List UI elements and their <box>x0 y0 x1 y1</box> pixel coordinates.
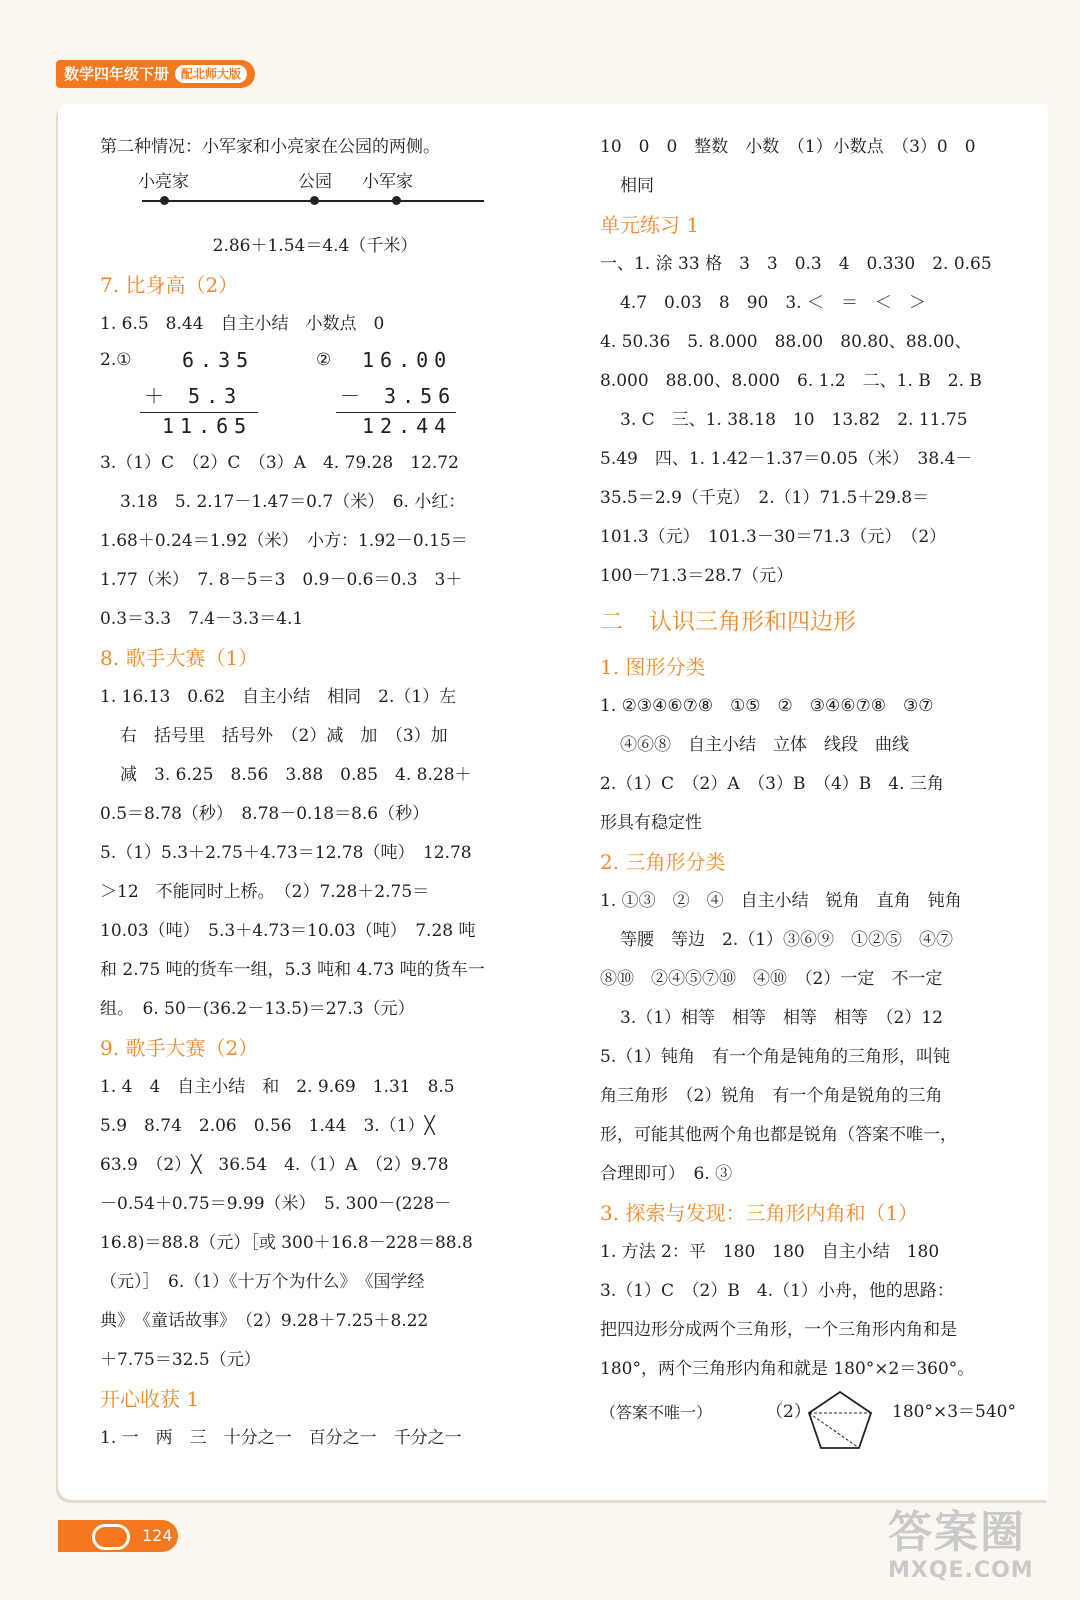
answer-line: ＋7.75＝32.5（元） <box>100 1350 261 1370</box>
answer-part-label: （2） <box>766 1402 811 1422</box>
pentagon-diagonal <box>809 1413 859 1448</box>
calc-rule <box>140 412 258 413</box>
answer-line: 5.9 8.74 2.06 0.56 1.44 3.（1）╳ <box>100 1116 435 1136</box>
calc-addend-bottom: ＋ 5.3 <box>144 384 243 408</box>
calc-label: ② <box>316 350 332 370</box>
watermark-url: MXQE.COM <box>888 1558 1034 1583</box>
answer-line: 1. 4 4 自主小结 和 2. 9.69 1.31 8.5 <box>100 1077 455 1097</box>
answer-line: 1. ②③④⑥⑦⑧ ①⑤ ② ③④⑥⑦⑧ ③⑦ <box>600 696 934 716</box>
book-title: 数学四年级下册 <box>64 65 170 83</box>
answer-line: 组。 6. 50－(36.2－13.5)＝27.3（元） <box>100 999 415 1019</box>
number-line-label-b: 公园 <box>298 172 332 192</box>
answer-line: 10 0 0 整数 小数 （1）小数点 （3）0 0 <box>600 137 976 157</box>
answer-line: 1. 方法 2：平 180 180 自主小结 180 <box>600 1242 940 1262</box>
answer-line: 63.9 （2）╳ 36.54 4.（1）A （2）9.78 <box>100 1155 449 1175</box>
calc-sum: 11.65 <box>162 414 253 438</box>
calc-minuend: 16.00 <box>362 348 453 372</box>
number-line-label-c: 小军家 <box>362 172 413 192</box>
answer-line: 100－71.3＝28.7（元） <box>600 566 794 586</box>
answer-line: 第二种情况：小军家和小亮家在公园的两侧。 <box>100 137 440 157</box>
answer-line: 5.49 四、1. 1.42－1.37＝0.05（米） 38.4－ <box>600 449 973 469</box>
section-heading: 单元练习 1 <box>600 213 700 237</box>
chapter-heading <box>600 596 1040 648</box>
answer-line: 16.8)＝88.8（元）［或 300＋16.8－228＝88.8 <box>100 1233 473 1253</box>
section-heading: 9. 歌手大赛（2） <box>100 1036 259 1060</box>
answer-line: 1.68＋0.24＝1.92（米） 小方：1.92－0.15＝ <box>100 531 468 551</box>
number-line-point <box>392 196 401 205</box>
calc-addend-top: 6.35 <box>182 348 255 372</box>
right-column <box>600 128 1040 1449</box>
page-number: 124 <box>142 1526 173 1545</box>
answer-line: －0.54＋0.75＝9.99（米） 5. 300－(228－ <box>100 1194 452 1214</box>
book-title-tab <box>56 60 255 88</box>
answer-line: 0.3＝3.3 7.4－3.3＝4.1 <box>100 609 304 629</box>
answer-line: 10.03（吨） 5.3＋4.73＝10.03（吨） 7.28 吨 <box>100 921 476 941</box>
answer-line: 典》 《童话故事》 （2）9.28＋7.25＋8.22 <box>100 1311 429 1331</box>
answer-line: 35.5＝2.9（千克） 2.（1）71.5＋29.8＝ <box>600 488 930 508</box>
answer-line: 1. ①③ ② ④ 自主小结 锐角 直角 钝角 <box>600 891 962 911</box>
answer-line: 1.77（米） 7. 8－5＝3 0.9－0.6＝0.3 3＋ <box>100 570 463 590</box>
section-heading: 8. 歌手大赛（1） <box>100 646 259 670</box>
answer-line: 形，可能其他两个角也都是锐角（答案不唯一， <box>600 1125 957 1145</box>
answer-note: （答案不唯一） <box>600 1403 713 1422</box>
number-line-point <box>160 196 169 205</box>
answer-line: 相同 <box>620 176 654 196</box>
answer-line: （元）］ 6.（1）《十万个为什么》 《国学经 <box>100 1272 425 1292</box>
section-heading: 3. 探索与发现：三角形内角和（1） <box>600 1201 919 1225</box>
answer-line: ④⑥⑧ 自主小结 立体 线段 曲线 <box>620 735 909 755</box>
pentagon-answer-line <box>600 1389 1040 1449</box>
answer-line: 一、1. 涂 33 格 3 3 0.3 4 0.330 2. 0.65 <box>600 254 992 274</box>
answer-line: 2.86＋1.54＝4.4（千米） <box>212 236 418 256</box>
answer-line: 180°，两个三角形内角和就是 180°×2＝360°。 <box>600 1359 975 1379</box>
calc-subtrahend: － 3.56 <box>340 384 457 408</box>
answer-line: 3.18 5. 2.17－1.47＝0.7（米） 6. 小红： <box>120 492 466 512</box>
answer-line: 180°×3＝540° <box>892 1402 1016 1422</box>
answer-line: 4. 50.36 5. 8.000 88.00 80.80、88.00、 <box>600 332 972 352</box>
answer-line: 角三角形 （2）锐角 有一个角是锐角的三角 <box>600 1086 943 1106</box>
answer-line: 8.000 88.00、8.000 6. 1.2 二、1. B 2. B <box>600 371 982 391</box>
number-line-point <box>310 196 319 205</box>
section-heading: 2. 三角形分类 <box>600 850 726 874</box>
calc-difference: 12.44 <box>362 414 453 438</box>
calc-label: 2.① <box>100 350 132 370</box>
pentagon-figure <box>806 1389 874 1451</box>
answer-line: 1. 16.13 0.62 自主小结 相同 2.（1）左 <box>100 687 457 707</box>
watermark <box>888 1508 1058 1588</box>
answer-line: 1. 6.5 8.44 自主小结 小数点 0 <box>100 314 385 334</box>
page-number-tab <box>58 1520 178 1552</box>
answer-line: 等腰 等边 2.（1）③⑥⑨ ①②⑤ ④⑦ <box>620 930 954 950</box>
answer-line: 右 括号里 括号外 （2）减 加 （3）加 <box>120 726 448 746</box>
answer-line: 101.3（元） 101.3－30＝71.3（元） （2） <box>600 527 947 547</box>
answer-line: 3.（1）C （2）B 4.（1）小舟，他的思路： <box>600 1281 954 1301</box>
answer-line: 减 3. 6.25 8.56 3.88 0.85 4. 8.28＋ <box>120 765 472 785</box>
answer-line: 1. 一 两 三 十分之一 百分之一 千分之一 <box>100 1428 462 1448</box>
calc-rule <box>336 412 456 413</box>
vertical-calculation <box>100 344 530 444</box>
section-heading: 7. 比身高（2） <box>100 273 239 297</box>
answer-line: ＞12 不能同时上桥。 （2）7.28＋2.75＝ <box>100 882 430 902</box>
edition-badge: 配北师大版 <box>175 65 247 83</box>
number-line <box>100 167 530 227</box>
ring-icon <box>92 1524 130 1550</box>
number-line-label-a: 小亮家 <box>138 172 189 192</box>
answer-line: 0.5＝8.78（秒） 8.78－0.18＝8.6（秒） <box>100 804 430 824</box>
answer-line: 5.（1）5.3＋2.75＋4.73＝12.78（吨） 12.78 <box>100 843 472 863</box>
watermark-text: 答案圈 <box>888 1507 1026 1558</box>
answer-line: 3.（1）相等 相等 相等 相等 （2）12 <box>620 1008 943 1028</box>
section-heading: 1. 图形分类 <box>600 655 706 679</box>
answer-line: 4.7 0.03 8 90 3. ＜ ＝ ＜ ＞ <box>620 293 926 313</box>
section-heading: 开心收获 1 <box>100 1387 200 1411</box>
answer-line: 3.（1）C （2）C （3）A 4. 79.28 12.72 <box>100 453 459 473</box>
answer-line: ⑧⑩ ②④⑤⑦⑩ ④⑩ （2）一定 不一定 <box>600 969 943 989</box>
answer-line: 和 2.75 吨的货车一组，5.3 吨和 4.73 吨的货车一 <box>100 960 485 980</box>
answer-line: 合理即可） 6. ③ <box>600 1164 733 1184</box>
chapter-title: 认识三角形和四边形 <box>649 609 856 635</box>
answer-line: 把四边形分成两个三角形，一个三角形内角和是 <box>600 1320 957 1340</box>
chapter-number: 二 <box>600 609 623 635</box>
answer-line: 形具有稳定性 <box>600 813 702 833</box>
answer-line: 5.（1）钝角 有一个角是钝角的三角形，叫钝 <box>600 1047 951 1067</box>
answer-line: 2.（1）C （2）A （3）B （4）B 4. 三角 <box>600 774 944 794</box>
left-column <box>100 128 530 1458</box>
answer-line: 3. C 三、1. 38.18 10 13.82 2. 11.75 <box>620 410 968 430</box>
